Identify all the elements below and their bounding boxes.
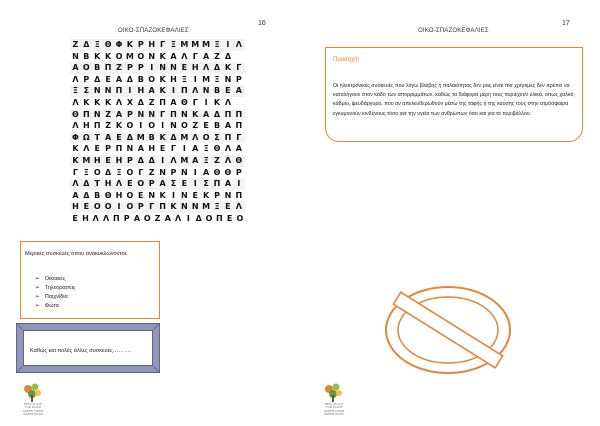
grid-letter: Ω <box>82 132 90 142</box>
grid-letter: Κ <box>72 144 79 154</box>
grid-letter: Λ <box>72 179 79 189</box>
grid-letter: Β <box>137 74 144 84</box>
grid-letter: Δ <box>126 132 133 142</box>
grid-letter: Ρ <box>148 179 155 189</box>
grid-letter: Ι <box>186 213 190 223</box>
grid-letter: Β <box>213 121 221 131</box>
grid-letter: Ρ <box>235 167 242 177</box>
word-search-row <box>70 155 245 167</box>
grid-letter: Ι <box>128 86 132 96</box>
grid-letter: Κ <box>94 51 101 61</box>
grid-letter: Ζ <box>105 109 112 119</box>
page-title: ΟΙΚΟ-ΣΠΑΖΟΚΕΦΑΛΙΕΣ <box>418 28 489 34</box>
grid-letter: Ι <box>161 121 165 131</box>
grid-letter: Β <box>94 190 101 200</box>
grid-letter: Θ <box>235 155 243 165</box>
grid-letter: Ρ <box>123 213 130 223</box>
grid-letter: Ν <box>191 202 199 212</box>
grid-letter: Η <box>137 86 145 96</box>
grid-letter: Α <box>148 86 155 96</box>
grid-letter: Μ <box>125 51 134 61</box>
grid-letter: Κ <box>94 97 101 107</box>
grid-letter: Λ <box>224 144 232 154</box>
grid-letter: Η <box>115 155 123 165</box>
grid-letter: Γ <box>192 97 198 107</box>
grid-letter: Α <box>203 167 210 177</box>
word-search-row <box>70 201 245 213</box>
word-search-row <box>70 143 245 155</box>
grid-letter: Γ <box>236 132 242 142</box>
grid-letter: Η <box>82 213 89 223</box>
grid-letter: Μ <box>202 202 211 212</box>
grid-letter: Κ <box>159 190 166 200</box>
grid-letter: Π <box>224 109 232 119</box>
grid-letter: Λ <box>72 74 79 84</box>
grid-letter: Λ <box>72 97 79 107</box>
list-item: ➢ Τηλεοράσεις <box>35 284 76 293</box>
grid-letter: Π <box>181 86 188 96</box>
grid-letter: Η <box>148 40 156 49</box>
grid-letter: Ο <box>137 51 145 61</box>
grid-letter: Γ <box>160 40 166 49</box>
grid-letter: Δ <box>83 40 90 49</box>
grid-letter: Ι <box>226 40 230 49</box>
grid-letter: Ι <box>139 121 143 131</box>
note-title: Προσοχή! <box>333 57 360 63</box>
word-search-row <box>70 85 245 97</box>
grid-letter: Ο <box>126 121 134 131</box>
grid-letter: Ρ <box>105 144 112 154</box>
grid-letter: Ξ <box>214 202 220 212</box>
frame-inner <box>23 330 153 366</box>
grid-letter: Ο <box>82 63 90 73</box>
grid-letter: Ν <box>93 86 101 96</box>
grid-letter: Ζ <box>154 213 161 223</box>
grid-letter: Δ <box>137 97 144 107</box>
grid-letter: Α <box>72 63 79 73</box>
grid-letter: Η <box>82 121 90 131</box>
grid-letter: Π <box>213 179 221 189</box>
grid-letter: Π <box>82 109 90 119</box>
grid-letter: Λ <box>170 155 177 165</box>
grid-letter: Δ <box>126 74 133 84</box>
grid-letter: Κ <box>159 51 166 61</box>
grid-letter: Μ <box>202 40 211 49</box>
grid-letter: Ρ <box>137 40 144 49</box>
grid-letter: Δ <box>224 51 232 61</box>
grid-letter: Ξ <box>181 74 187 84</box>
word-search-row <box>70 190 245 202</box>
grid-letter: Ξ <box>170 40 176 49</box>
grid-letter: Ι <box>171 190 175 200</box>
grid-letter: Μ <box>82 155 91 165</box>
grid-letter: Π <box>112 213 120 223</box>
grid-letter: Ε <box>127 179 133 189</box>
grid-letter: Ο <box>115 51 123 61</box>
grid-letter: Ξ <box>72 86 78 96</box>
grid-letter: Λ <box>192 86 199 96</box>
grid-letter: Δ <box>105 167 112 177</box>
green-town-logo-icon: BEST PLACE FOR PLACE GREEN TOWN GREEN BOOK <box>321 381 347 421</box>
grid-letter: Ε <box>192 190 198 200</box>
grid-letter: Ο <box>126 190 134 200</box>
grid-letter: Π <box>159 202 166 212</box>
word-search-grid <box>70 39 245 225</box>
grid-letter: Θ <box>72 109 79 119</box>
word-search-row <box>70 51 245 63</box>
grid-letter: Ν <box>224 74 232 84</box>
word-search-row <box>70 120 245 132</box>
grid-letter: Ο <box>104 202 112 212</box>
grid-letter: Ν <box>148 109 156 119</box>
grid-letter: Ε <box>181 179 188 189</box>
grid-letter: Κ <box>105 51 112 61</box>
grid-letter: Β <box>94 63 101 73</box>
grid-letter: Ζ <box>214 51 220 61</box>
grid-letter: Λ <box>175 213 182 223</box>
grid-letter: Δ <box>170 132 177 142</box>
grid-letter: Ν <box>126 144 134 154</box>
grid-letter: Λ <box>203 63 210 73</box>
grid-letter: Κ <box>203 190 210 200</box>
grid-letter: Ζ <box>148 97 155 107</box>
grid-letter: Ν <box>181 202 188 212</box>
word-search-row <box>70 213 245 225</box>
grid-letter: Φ <box>72 132 79 142</box>
grid-letter: Π <box>215 213 223 223</box>
grid-letter: Ν <box>93 109 101 119</box>
grid-letter: Ο <box>93 202 101 212</box>
grid-letter: Α <box>192 144 199 154</box>
grid-letter: Γ <box>170 144 177 154</box>
grid-letter: Ρ <box>170 167 177 177</box>
grid-letter: Ν <box>202 86 210 96</box>
grid-letter: Λ <box>115 179 123 189</box>
grid-letter: Π <box>235 190 243 200</box>
grid-letter: Ο <box>143 213 151 223</box>
grid-letter: Ε <box>225 86 231 96</box>
grid-letter: Η <box>115 190 123 200</box>
grid-letter: Μ <box>180 155 189 165</box>
grid-letter: Θ <box>104 40 112 49</box>
grid-letter: Α <box>170 51 177 61</box>
grid-letter: Ζ <box>192 121 199 131</box>
grid-letter: Δ <box>195 213 202 223</box>
grid-letter: Γ <box>192 51 198 61</box>
grid-letter: Ρ <box>137 202 144 212</box>
grid-letter: Ε <box>116 132 122 142</box>
grid-letter: Η <box>170 74 177 84</box>
grid-letter: Α <box>137 144 144 154</box>
word-search-row <box>70 132 245 144</box>
grid-letter: Λ <box>92 213 99 223</box>
grid-letter: Ξ <box>83 167 89 177</box>
grid-letter: Κ <box>115 121 123 131</box>
grid-letter: Λ <box>115 97 123 107</box>
grid-letter: Η <box>191 63 199 73</box>
grid-letter: Κ <box>83 97 90 107</box>
grid-letter: Μ <box>180 132 189 142</box>
grid-letter: Ο <box>205 213 213 223</box>
page-title: ΟΙΚΟ-ΣΠΑΖΟΚΕΦΑΛΙΕΣ <box>118 28 189 34</box>
grid-letter: Κ <box>170 202 177 212</box>
grid-letter: Ν <box>72 51 79 61</box>
grid-letter: Ο <box>93 167 101 177</box>
grid-letter: Ρ <box>126 155 133 165</box>
grid-letter: Ρ <box>137 63 144 73</box>
grid-letter: Ο <box>126 167 134 177</box>
grid-letter: Α <box>164 213 171 223</box>
grid-letter: Γ <box>138 167 144 177</box>
word-search-row <box>70 74 245 86</box>
grid-letter: Γ <box>160 109 166 119</box>
grid-letter: Ο <box>180 121 188 131</box>
grid-letter: Ξ <box>203 155 209 165</box>
grid-letter: Λ <box>192 132 199 142</box>
grid-letter: Ε <box>94 144 100 154</box>
grid-letter: Ι <box>171 86 175 96</box>
grid-letter: Ξ <box>214 74 220 84</box>
grid-letter: Ο <box>148 74 156 84</box>
grid-letter: Ο <box>126 202 134 212</box>
grid-letter: Ζ <box>72 40 79 49</box>
page-number: 17 <box>562 20 570 27</box>
grid-letter: Ρ <box>83 74 90 84</box>
grid-letter: Μ <box>202 74 211 84</box>
grid-letter: Δ <box>94 74 101 84</box>
grid-letter: Ο <box>202 132 210 142</box>
grid-letter: Θ <box>213 144 221 154</box>
grid-letter: Θ <box>213 167 221 177</box>
list-item: ➢ Οικιακές <box>35 275 76 284</box>
grid-letter: Ε <box>83 202 90 212</box>
devices-heading: Μερικές συσκευές όπου ανακυκλώνονται. <box>25 251 128 257</box>
grid-letter: Ε <box>105 155 111 165</box>
grid-letter: Δ <box>213 109 221 119</box>
grid-letter: Κ <box>72 155 79 165</box>
grid-letter: Η <box>104 179 112 189</box>
grid-letter: Η <box>72 202 79 212</box>
grid-letter: Ξ <box>94 40 100 49</box>
grid-letter: Ζ <box>148 167 155 177</box>
grid-letter: Ρ <box>126 109 133 119</box>
grid-letter: Γ <box>72 167 78 177</box>
grid-letter: Α <box>235 144 242 154</box>
grid-letter: Π <box>235 109 243 119</box>
grid-letter: Κ <box>105 97 112 107</box>
grid-letter: Π <box>104 63 112 73</box>
grid-letter: Α <box>105 132 112 142</box>
grid-letter: Σ <box>170 179 177 189</box>
grid-letter: Σ <box>203 179 209 189</box>
prohibition-sign-icon <box>378 280 518 380</box>
grid-letter: Ν <box>159 167 166 177</box>
grid-letter: Ξ <box>214 40 220 49</box>
grid-letter: Λ <box>83 144 90 154</box>
grid-letter: Ι <box>204 97 208 107</box>
grid-letter: Δ <box>83 190 90 200</box>
grid-letter: Α <box>115 109 123 119</box>
grid-letter: Ρ <box>214 190 220 200</box>
grid-letter: Δ <box>148 155 155 165</box>
grid-letter: Ρ <box>235 74 242 84</box>
grid-letter: Η <box>148 144 156 154</box>
grid-letter: Γ <box>236 63 242 73</box>
grid-letter: Α <box>203 109 210 119</box>
grid-letter: Ν <box>104 86 112 96</box>
grid-letter: Α <box>224 121 232 131</box>
grid-letter: Α <box>72 190 79 200</box>
warning-note-box <box>325 47 583 142</box>
grid-letter: Π <box>93 121 101 131</box>
grid-letter: Π <box>224 132 232 142</box>
grid-letter: Λ <box>235 40 242 49</box>
grid-letter: Μ <box>180 40 189 49</box>
grid-letter: Θ <box>224 167 232 177</box>
grid-letter: Ν <box>181 109 188 119</box>
grid-letter: Δ <box>213 63 221 73</box>
grid-letter: Α <box>170 97 177 107</box>
grid-letter: Α <box>192 155 199 165</box>
grid-letter: Ε <box>225 202 231 212</box>
devices-box <box>20 241 160 319</box>
grid-letter: Α <box>203 51 210 61</box>
list-item: ➢ Παιχνίδια <box>35 293 76 302</box>
grid-letter: Μ <box>191 40 200 49</box>
grid-letter: Λ <box>102 213 110 223</box>
grid-letter: Α <box>159 179 166 189</box>
grid-letter: Ε <box>203 121 209 131</box>
grid-letter: Ε <box>181 63 188 73</box>
grid-letter: Ν <box>181 190 188 200</box>
grid-letter: Ι <box>182 144 186 154</box>
grid-letter: Ε <box>226 213 233 223</box>
grid-letter: Ρ <box>126 63 133 73</box>
green-town-logo-icon: BEST PLACE FOR PLACE GREEN TOWN GREEN BOOK <box>20 381 46 421</box>
grid-letter: Β <box>213 86 221 96</box>
grid-letter: Ι <box>237 179 241 189</box>
grid-letter: Κ <box>126 40 133 49</box>
grid-letter: Ο <box>137 179 145 189</box>
grid-letter: Α <box>224 179 232 189</box>
grid-letter: Ι <box>150 63 154 73</box>
grid-letter: Π <box>170 109 177 119</box>
word-search-row <box>70 97 245 109</box>
grid-letter: Π <box>235 121 243 131</box>
grid-letter: Θ <box>180 97 188 107</box>
grid-letter: Π <box>115 144 123 154</box>
grid-letter: Β <box>83 51 90 61</box>
list-item: ➢ Φώτα <box>35 302 76 311</box>
grid-letter: Ν <box>181 167 188 177</box>
grid-letter: Π <box>159 97 166 107</box>
grid-letter: Ε <box>138 190 144 200</box>
word-search-row <box>70 167 245 179</box>
grid-letter: Κ <box>159 74 166 84</box>
grid-letter: Ζ <box>116 63 122 73</box>
note-text: Οι ηλεκτρονικές συσκευές που λόγω βλάβης ή παλαιότητας δεν μας είναι πια χρήσιμες δεν πρέπει να καταλήγουν στον κάδο των απορριμμάτων, καθώς τα διάφορα μέρη τους περιέχουν υλικά, όπως χαλκό, κάδμιο, ψευδάργυρο, που αν απελευθερωθούν μέσω της ταφής ή της καύσης τους στην ατμόσφαιρα εγκυμονούν κινδύνους τόσο για την υγεία των ανθρώπων όσο και για το περιβάλλον. <box>333 83 575 117</box>
grid-letter: Ι <box>193 167 197 177</box>
grid-letter: Γ <box>149 202 155 212</box>
grid-letter: Ι <box>161 155 165 165</box>
grid-letter: Ξ <box>116 167 122 177</box>
word-search-row <box>70 39 245 51</box>
word-search-row <box>70 62 245 74</box>
grid-letter: Φ <box>115 40 123 49</box>
grid-letter: Π <box>115 86 123 96</box>
grid-letter: Κ <box>224 63 232 73</box>
grid-letter: Α <box>235 86 242 96</box>
grid-letter: Ν <box>170 121 177 131</box>
grid-letter: Τ <box>94 179 100 189</box>
grid-letter: Ν <box>137 109 145 119</box>
word-search-row <box>70 109 245 121</box>
page-number: 16 <box>258 20 266 27</box>
grid-letter: Τ <box>94 132 100 142</box>
grid-letter: Σ <box>214 132 220 142</box>
grid-letter: Ε <box>159 144 166 154</box>
grid-letter: Λ <box>224 155 232 165</box>
grid-letter: Λ <box>181 51 188 61</box>
grid-letter: Ν <box>148 51 156 61</box>
grid-letter: Α <box>115 74 123 84</box>
grid-letter: Ν <box>148 190 156 200</box>
grid-letter: Ο <box>236 213 244 223</box>
grid-letter: Λ <box>224 97 232 107</box>
grid-letter: Δ <box>137 155 144 165</box>
grid-letter: Κ <box>192 109 199 119</box>
grid-letter: Ο <box>148 121 156 131</box>
grid-letter: Ι <box>193 74 197 84</box>
frame-text: Καθώς και πολές άλλες συσκευές………. <box>30 348 132 354</box>
word-search-row <box>70 178 245 190</box>
grid-letter: Α <box>133 213 141 223</box>
grid-letter: Ε <box>105 74 111 84</box>
grid-letter: Λ <box>72 121 79 131</box>
devices-list <box>35 275 76 311</box>
grid-letter: Ν <box>170 63 177 73</box>
grid-letter: Ε <box>72 213 78 223</box>
grid-letter: Η <box>93 155 101 165</box>
grid-letter: Κ <box>159 132 166 142</box>
grid-letter: Μ <box>136 132 145 142</box>
grid-letter: Λ <box>235 202 242 212</box>
grid-letter: Χ <box>126 97 133 107</box>
grid-letter: Ζ <box>214 155 220 165</box>
grid-letter: Θ <box>104 190 112 200</box>
grid-letter: Ν <box>159 63 166 73</box>
grid-letter: Σ <box>83 86 90 96</box>
grid-letter: Δ <box>83 179 90 189</box>
grid-letter: Ι <box>117 202 121 212</box>
grid-letter: Ξ <box>203 144 209 154</box>
grid-letter: Β <box>148 132 155 142</box>
beveled-frame <box>16 323 160 373</box>
grid-letter: Ι <box>193 179 197 189</box>
grid-letter: Κ <box>159 86 166 96</box>
grid-letter: Ν <box>224 190 232 200</box>
grid-letter: Ζ <box>105 121 112 131</box>
grid-letter: Κ <box>213 97 221 107</box>
